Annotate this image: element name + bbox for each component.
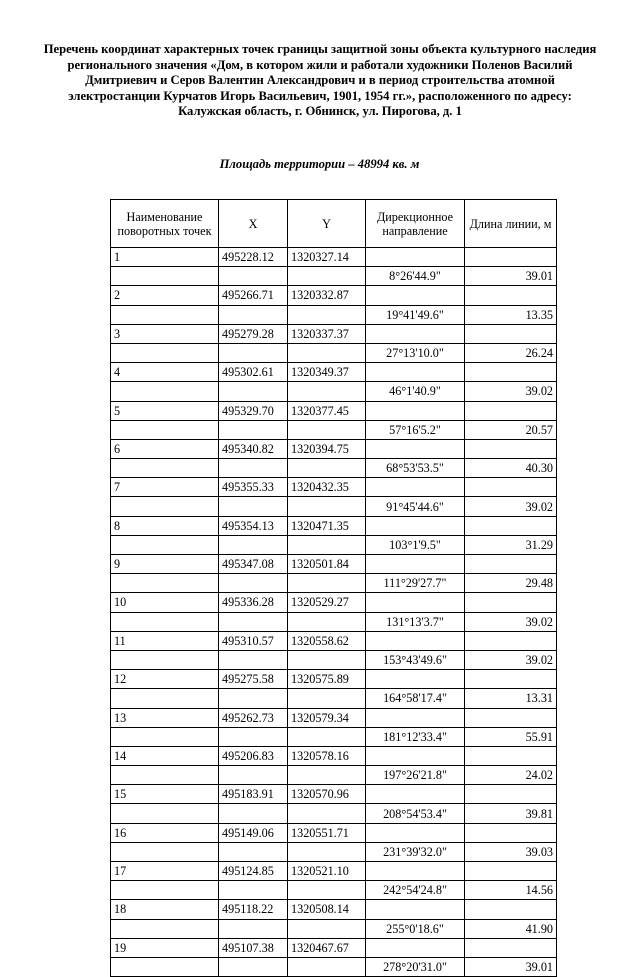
empty-cell bbox=[111, 535, 219, 554]
empty-cell bbox=[219, 957, 288, 976]
point-name: 6 bbox=[111, 439, 219, 458]
empty-cell bbox=[366, 708, 465, 727]
empty-cell bbox=[111, 650, 219, 669]
point-name: 13 bbox=[111, 708, 219, 727]
point-y: 1320570.96 bbox=[288, 785, 366, 804]
point-row bbox=[111, 938, 557, 957]
empty-cell bbox=[288, 382, 366, 401]
segment-length: 39.03 bbox=[465, 842, 557, 861]
segment-row bbox=[111, 766, 557, 785]
point-y: 1320501.84 bbox=[288, 555, 366, 574]
segment-row bbox=[111, 420, 557, 439]
point-y: 1320327.14 bbox=[288, 248, 366, 267]
empty-cell bbox=[111, 497, 219, 516]
point-name: 16 bbox=[111, 823, 219, 842]
point-name: 12 bbox=[111, 670, 219, 689]
segment-direction: 57°16'5.2" bbox=[366, 420, 465, 439]
empty-cell bbox=[288, 574, 366, 593]
empty-cell bbox=[465, 823, 557, 842]
segment-row bbox=[111, 459, 557, 478]
empty-cell bbox=[465, 324, 557, 343]
empty-cell bbox=[111, 957, 219, 976]
point-name: 9 bbox=[111, 555, 219, 574]
point-x: 495279.28 bbox=[219, 324, 288, 343]
point-y: 1320467.67 bbox=[288, 938, 366, 957]
point-name: 2 bbox=[111, 286, 219, 305]
segment-length: 41.90 bbox=[465, 919, 557, 938]
point-x: 495107.38 bbox=[219, 938, 288, 957]
empty-cell bbox=[219, 689, 288, 708]
empty-cell bbox=[465, 286, 557, 305]
point-name: 7 bbox=[111, 478, 219, 497]
table-header-row bbox=[111, 200, 557, 248]
empty-cell bbox=[111, 343, 219, 362]
segment-direction: 242°54'24.8" bbox=[366, 881, 465, 900]
segment-length: 39.01 bbox=[465, 267, 557, 286]
point-row bbox=[111, 363, 557, 382]
empty-cell bbox=[288, 881, 366, 900]
empty-cell bbox=[288, 957, 366, 976]
segment-direction: 153°43'49.6" bbox=[366, 650, 465, 669]
segment-direction: 208°54'53.4" bbox=[366, 804, 465, 823]
segment-direction: 46°1'40.9" bbox=[366, 382, 465, 401]
point-row bbox=[111, 708, 557, 727]
empty-cell bbox=[465, 785, 557, 804]
empty-cell bbox=[111, 881, 219, 900]
segment-row bbox=[111, 535, 557, 554]
point-x: 495118.22 bbox=[219, 900, 288, 919]
empty-cell bbox=[288, 267, 366, 286]
point-row bbox=[111, 900, 557, 919]
empty-cell bbox=[111, 420, 219, 439]
empty-cell bbox=[219, 919, 288, 938]
point-x: 495149.06 bbox=[219, 823, 288, 842]
point-name: 10 bbox=[111, 593, 219, 612]
segment-row bbox=[111, 305, 557, 324]
point-y: 1320558.62 bbox=[288, 631, 366, 650]
empty-cell bbox=[465, 363, 557, 382]
point-row bbox=[111, 555, 557, 574]
header-name: Наименование поворотных точек bbox=[111, 200, 219, 248]
empty-cell bbox=[111, 267, 219, 286]
segment-direction: 91°45'44.6" bbox=[366, 497, 465, 516]
segment-length: 31.29 bbox=[465, 535, 557, 554]
point-y: 1320551.71 bbox=[288, 823, 366, 842]
empty-cell bbox=[111, 305, 219, 324]
empty-cell bbox=[465, 900, 557, 919]
segment-row bbox=[111, 881, 557, 900]
point-row bbox=[111, 248, 557, 267]
point-row bbox=[111, 593, 557, 612]
empty-cell bbox=[219, 420, 288, 439]
point-y: 1320394.75 bbox=[288, 439, 366, 458]
empty-cell bbox=[219, 305, 288, 324]
empty-cell bbox=[366, 593, 465, 612]
point-name: 19 bbox=[111, 938, 219, 957]
empty-cell bbox=[288, 612, 366, 631]
point-y: 1320377.45 bbox=[288, 401, 366, 420]
segment-length: 26.24 bbox=[465, 343, 557, 362]
point-x: 495340.82 bbox=[219, 439, 288, 458]
header-y: Y bbox=[288, 200, 366, 248]
empty-cell bbox=[219, 343, 288, 362]
empty-cell bbox=[465, 478, 557, 497]
point-row bbox=[111, 631, 557, 650]
empty-cell bbox=[288, 420, 366, 439]
empty-cell bbox=[111, 727, 219, 746]
empty-cell bbox=[366, 286, 465, 305]
segment-direction: 255°0'18.6" bbox=[366, 919, 465, 938]
point-row bbox=[111, 401, 557, 420]
point-y: 1320575.89 bbox=[288, 670, 366, 689]
segment-row bbox=[111, 267, 557, 286]
empty-cell bbox=[219, 842, 288, 861]
point-name: 1 bbox=[111, 248, 219, 267]
empty-cell bbox=[465, 516, 557, 535]
point-name: 11 bbox=[111, 631, 219, 650]
segment-direction: 197°26'21.8" bbox=[366, 766, 465, 785]
empty-cell bbox=[465, 555, 557, 574]
coordinates-table bbox=[110, 199, 557, 977]
point-x: 495354.13 bbox=[219, 516, 288, 535]
empty-cell bbox=[111, 689, 219, 708]
segment-direction: 27°13'10.0" bbox=[366, 343, 465, 362]
segment-length: 39.02 bbox=[465, 650, 557, 669]
point-x: 495355.33 bbox=[219, 478, 288, 497]
point-x: 495262.73 bbox=[219, 708, 288, 727]
point-row bbox=[111, 862, 557, 881]
point-x: 495329.70 bbox=[219, 401, 288, 420]
empty-cell bbox=[288, 343, 366, 362]
empty-cell bbox=[366, 746, 465, 765]
point-y: 1320337.37 bbox=[288, 324, 366, 343]
empty-cell bbox=[219, 574, 288, 593]
point-row bbox=[111, 670, 557, 689]
point-x: 495336.28 bbox=[219, 593, 288, 612]
empty-cell bbox=[219, 804, 288, 823]
empty-cell bbox=[465, 248, 557, 267]
segment-direction: 8°26'44.9" bbox=[366, 267, 465, 286]
empty-cell bbox=[366, 631, 465, 650]
point-row bbox=[111, 324, 557, 343]
point-row bbox=[111, 439, 557, 458]
point-row bbox=[111, 746, 557, 765]
header-x: X bbox=[219, 200, 288, 248]
empty-cell bbox=[366, 324, 465, 343]
empty-cell bbox=[288, 497, 366, 516]
empty-cell bbox=[288, 842, 366, 861]
segment-length: 55.91 bbox=[465, 727, 557, 746]
segment-length: 14.56 bbox=[465, 881, 557, 900]
segment-direction: 103°1'9.5" bbox=[366, 535, 465, 554]
segment-length: 39.01 bbox=[465, 957, 557, 976]
point-x: 495302.61 bbox=[219, 363, 288, 382]
empty-cell bbox=[465, 401, 557, 420]
segment-direction: 19°41'49.6" bbox=[366, 305, 465, 324]
empty-cell bbox=[219, 267, 288, 286]
empty-cell bbox=[288, 305, 366, 324]
point-row bbox=[111, 286, 557, 305]
empty-cell bbox=[111, 766, 219, 785]
segment-row bbox=[111, 957, 557, 976]
empty-cell bbox=[219, 497, 288, 516]
point-x: 495183.91 bbox=[219, 785, 288, 804]
segment-length: 39.02 bbox=[465, 497, 557, 516]
point-row bbox=[111, 823, 557, 842]
point-y: 1320579.34 bbox=[288, 708, 366, 727]
empty-cell bbox=[366, 785, 465, 804]
segment-length: 29.48 bbox=[465, 574, 557, 593]
point-x: 495310.57 bbox=[219, 631, 288, 650]
point-row bbox=[111, 478, 557, 497]
segment-row bbox=[111, 497, 557, 516]
point-name: 5 bbox=[111, 401, 219, 420]
empty-cell bbox=[465, 938, 557, 957]
table-body bbox=[111, 248, 557, 977]
empty-cell bbox=[465, 746, 557, 765]
segment-direction: 231°39'32.0" bbox=[366, 842, 465, 861]
segment-row bbox=[111, 612, 557, 631]
segment-row bbox=[111, 574, 557, 593]
segment-direction: 131°13'3.7" bbox=[366, 612, 465, 631]
empty-cell bbox=[465, 439, 557, 458]
segment-row bbox=[111, 842, 557, 861]
segment-direction: 181°12'33.4" bbox=[366, 727, 465, 746]
empty-cell bbox=[288, 727, 366, 746]
empty-cell bbox=[465, 670, 557, 689]
header-length: Длина линии, м bbox=[465, 200, 557, 248]
segment-row bbox=[111, 804, 557, 823]
point-name: 8 bbox=[111, 516, 219, 535]
empty-cell bbox=[111, 842, 219, 861]
point-y: 1320349.37 bbox=[288, 363, 366, 382]
empty-cell bbox=[366, 938, 465, 957]
empty-cell bbox=[366, 478, 465, 497]
empty-cell bbox=[219, 650, 288, 669]
point-name: 4 bbox=[111, 363, 219, 382]
empty-cell bbox=[219, 766, 288, 785]
empty-cell bbox=[288, 535, 366, 554]
empty-cell bbox=[111, 919, 219, 938]
empty-cell bbox=[465, 708, 557, 727]
segment-direction: 111°29'27.7" bbox=[366, 574, 465, 593]
point-name: 18 bbox=[111, 900, 219, 919]
point-y: 1320578.16 bbox=[288, 746, 366, 765]
point-x: 495266.71 bbox=[219, 286, 288, 305]
empty-cell bbox=[366, 363, 465, 382]
empty-cell bbox=[288, 804, 366, 823]
empty-cell bbox=[366, 516, 465, 535]
empty-cell bbox=[219, 382, 288, 401]
empty-cell bbox=[288, 689, 366, 708]
empty-cell bbox=[219, 535, 288, 554]
segment-row bbox=[111, 919, 557, 938]
point-y: 1320471.35 bbox=[288, 516, 366, 535]
empty-cell bbox=[219, 727, 288, 746]
empty-cell bbox=[288, 766, 366, 785]
segment-row bbox=[111, 727, 557, 746]
segment-length: 39.02 bbox=[465, 382, 557, 401]
empty-cell bbox=[366, 823, 465, 842]
empty-cell bbox=[366, 670, 465, 689]
point-y: 1320332.87 bbox=[288, 286, 366, 305]
segment-row bbox=[111, 650, 557, 669]
empty-cell bbox=[219, 881, 288, 900]
segment-length: 13.35 bbox=[465, 305, 557, 324]
empty-cell bbox=[465, 631, 557, 650]
document-title: Перечень координат характерных точек границы защитной зоны объекта культурного наследия регионального значения «Дом, в котором жили и работали художники Поленов Василий Дмитриевич и Серов Валентин Александрович и в период строительства атомной электростанции Курчатов Игорь Васильевич, 1901, 1954 гг.», расположенного по адресу: Калужская область, г. Обнинск, ул. Пирогова, д. 1 bbox=[43, 42, 597, 119]
empty-cell bbox=[111, 612, 219, 631]
empty-cell bbox=[366, 248, 465, 267]
point-row bbox=[111, 785, 557, 804]
empty-cell bbox=[366, 439, 465, 458]
point-y: 1320529.27 bbox=[288, 593, 366, 612]
segment-direction: 164°58'17.4" bbox=[366, 689, 465, 708]
empty-cell bbox=[111, 459, 219, 478]
point-y: 1320521.10 bbox=[288, 862, 366, 881]
empty-cell bbox=[288, 650, 366, 669]
segment-length: 39.02 bbox=[465, 612, 557, 631]
segment-length: 20.57 bbox=[465, 420, 557, 439]
empty-cell bbox=[288, 459, 366, 478]
header-direction: Дирекционное направление bbox=[366, 200, 465, 248]
area-line: Площадь территории – 48994 кв. м bbox=[219, 157, 420, 171]
point-name: 17 bbox=[111, 862, 219, 881]
empty-cell bbox=[111, 574, 219, 593]
point-name: 3 bbox=[111, 324, 219, 343]
empty-cell bbox=[366, 555, 465, 574]
point-x: 495206.83 bbox=[219, 746, 288, 765]
point-name: 14 bbox=[111, 746, 219, 765]
segment-length: 13.31 bbox=[465, 689, 557, 708]
point-x: 495347.08 bbox=[219, 555, 288, 574]
segment-row bbox=[111, 343, 557, 362]
empty-cell bbox=[219, 459, 288, 478]
empty-cell bbox=[465, 862, 557, 881]
point-x: 495228.12 bbox=[219, 248, 288, 267]
segment-length: 24.02 bbox=[465, 766, 557, 785]
empty-cell bbox=[366, 862, 465, 881]
segment-direction: 68°53'53.5" bbox=[366, 459, 465, 478]
segment-row bbox=[111, 382, 557, 401]
point-y: 1320508.14 bbox=[288, 900, 366, 919]
point-x: 495124.85 bbox=[219, 862, 288, 881]
empty-cell bbox=[366, 900, 465, 919]
point-row bbox=[111, 516, 557, 535]
segment-direction: 278°20'31.0" bbox=[366, 957, 465, 976]
empty-cell bbox=[111, 804, 219, 823]
empty-cell bbox=[465, 593, 557, 612]
segment-row bbox=[111, 689, 557, 708]
point-x: 495275.58 bbox=[219, 670, 288, 689]
empty-cell bbox=[111, 382, 219, 401]
point-name: 15 bbox=[111, 785, 219, 804]
empty-cell bbox=[366, 401, 465, 420]
segment-length: 39.81 bbox=[465, 804, 557, 823]
segment-length: 40.30 bbox=[465, 459, 557, 478]
point-y: 1320432.35 bbox=[288, 478, 366, 497]
empty-cell bbox=[288, 919, 366, 938]
empty-cell bbox=[219, 612, 288, 631]
